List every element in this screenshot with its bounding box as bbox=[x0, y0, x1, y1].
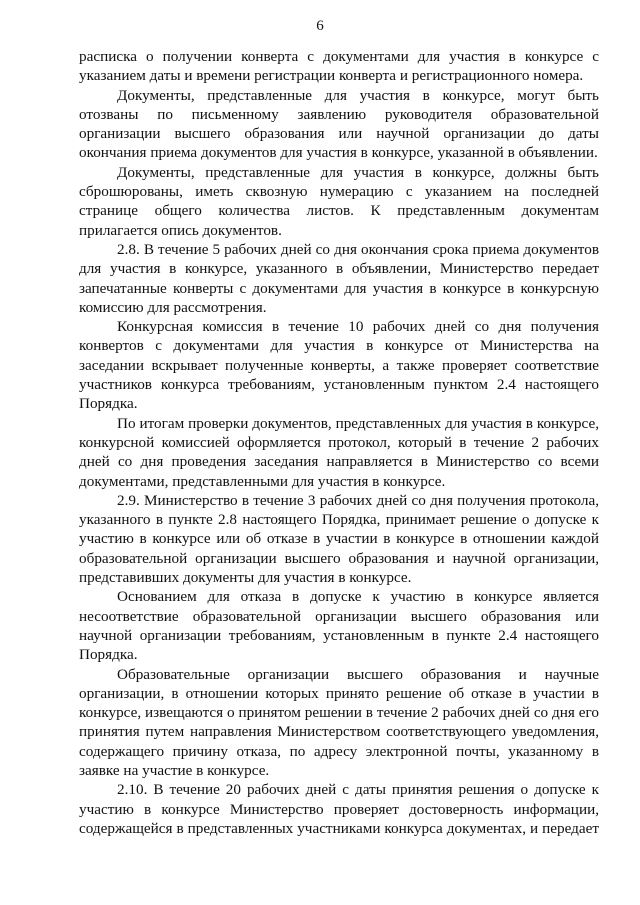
paragraph-2-8: 2.8. В течение 5 рабочих дней со дня окончания срока приема документов для участия в конкурсе, указанного в объявлении, Министерство передает запечатанные конверты с документами для участия в конкурсе в конкурсную комиссию для рассмотрения. bbox=[79, 240, 599, 316]
page-number: 6 bbox=[316, 18, 324, 34]
paragraph-receipt-continuation: расписка о получении конверта с документами для участия в конкурсе с указанием даты и времени регистрации конверта и регистрационного номера. bbox=[79, 48, 599, 85]
paragraph-documents-binding: Документы, представленные для участия в конкурсе, должны быть сброшюрованы, иметь сквозную нумерацию с указанием на последней странице общего количества листов. К представленным документам прилагается опись документов. bbox=[79, 163, 599, 239]
paragraph-documents-withdrawal: Документы, представленные для участия в конкурсе, могут быть отозваны по письменному заявлению руководителя образовательной организации высшего образования или научной организации до даты окончания приема документов для участия в конкурсе, указанной в объявлении. bbox=[79, 86, 599, 162]
document-body bbox=[79, 47, 599, 838]
paragraph-refusal-grounds: Основанием для отказа в допуске к участию в конкурсе является несоответствие образовательной организации высшего образования или научной организации требованиям, установленным в пункте 2.4 настоящего Порядка. bbox=[79, 588, 599, 664]
paragraph-protocol: По итогам проверки документов, представленных для участия в конкурсе, конкурсной комиссией оформляется протокол, который в течение 2 рабочих дней со дня проведения заседания направляется в Министерство со всеми документами, представленными для участия в конкурсе. bbox=[79, 414, 599, 490]
paragraph-2-9: 2.9. Министерство в течение 3 рабочих дней со дня получения протокола, указанного в пункте 2.8 настоящего Порядка, принимает решение о допуске к участию в конкурсе или об отказе в участии в конкурсе в отношении каждой образовательной организации высшего образования и научной организации, представивших документы для участия в конкурсе. bbox=[79, 491, 599, 587]
paragraph-commission-review: Конкурсная комиссия в течение 10 рабочих дней со дня получения конвертов с документами для участия в конкурсе от Министерства на заседании вскрывает полученные конверты, а также проверяет соответствие участников конкурса требованиям, установленным пунктом 2.4 настоящего Порядка. bbox=[79, 318, 599, 413]
paragraph-2-10: 2.10. В течение 20 рабочих дней с даты принятия решения о допуске к участию в конкурсе Министерство проверяет достоверность информации, содержащейся в представленных участниками конкурса документах, и передает bbox=[79, 781, 599, 837]
paragraph-refusal-notification: Образовательные организации высшего образования и научные организации, в отношении которых принято решение об отказе в участии в конкурсе, извещаются о принятом решении в течение 2 рабочих дней со дня его принятия путем направления Министерством соответствующего уведомления, содержащего причину отказа, по адресу электронной почты, указанному в заявке на участие в конкурсе. bbox=[79, 665, 599, 779]
